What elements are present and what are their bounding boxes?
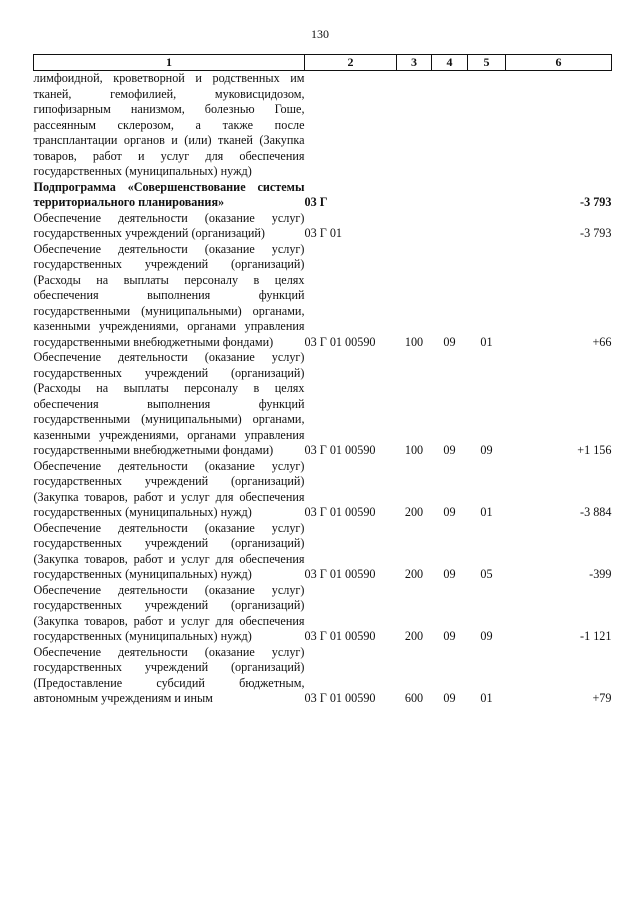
row-amount: -3 793: [580, 195, 612, 209]
table-row: [34, 583, 612, 645]
table-row: [34, 521, 612, 583]
row-col-3: [397, 211, 432, 242]
row-code: 03 Г 01: [304, 226, 343, 240]
row-col-4: [432, 211, 468, 242]
row-col-5: [468, 211, 506, 242]
header-col-6: 6: [506, 55, 612, 71]
row-code: 03 Г 01 00590: [304, 505, 376, 519]
row-col-4: [432, 71, 468, 180]
row-col-4: 09: [443, 567, 456, 581]
table-row: [34, 459, 612, 521]
page-number: 130: [311, 27, 329, 41]
row-code: 03 Г 01 00590: [304, 629, 376, 643]
row-description: Обеспечение деятельности (оказание услуг) государственных учреждений (организаций) (Закупка товаров, работ и услуг для обеспечения государственных (муниципальных) нужд): [33, 582, 305, 643]
row-col-5: [468, 71, 506, 180]
table-row: [34, 350, 612, 459]
row-col-5: 01: [480, 505, 493, 519]
header-col-3: 3: [397, 55, 432, 71]
row-description: лимфоидной, кроветворной и родственных им тканей, гемофилией, муковисцидозом, гипофизарным нанизмом, болезнью Гоше, рассеянным склерозом, а также после трансплантации органов и (или) тканей (Закупка товаров, работ и услуг для обеспечения государственных (муниципальных) нужд): [33, 71, 305, 178]
table-row: [34, 242, 612, 351]
table-row: [34, 211, 612, 242]
row-description: Обеспечение деятельности (оказание услуг) государственных учреждений (организаций) (Предоставление субсидий бюджетным, автономным учреждениям и иным: [33, 644, 305, 705]
row-col-5: 01: [480, 334, 493, 349]
row-amount: -1 121: [580, 629, 612, 643]
row-col-4: 09: [443, 334, 456, 349]
row-code: 03 Г 01 00590: [304, 691, 376, 705]
row-col-3: 100: [404, 443, 424, 457]
row-col-3: 100: [404, 334, 424, 349]
table-row: [34, 71, 612, 180]
row-amount: +66: [592, 334, 612, 349]
row-amount: -399: [589, 567, 612, 581]
row-col-4: [432, 180, 468, 211]
row-col-3: 200: [404, 629, 424, 643]
row-col-4: 09: [443, 691, 456, 705]
row-amount: +79: [592, 691, 612, 705]
row-col-5: 09: [480, 443, 493, 457]
row-col-5: 05: [480, 567, 493, 581]
row-description: Обеспечение деятельности (оказание услуг) государственных учреждений (организаций) (Закупка товаров, работ и услуг для обеспечения государственных (муниципальных) нужд): [33, 458, 305, 519]
row-description: Обеспечение деятельности (оказание услуг) государственных учреждений (организаций) (Расходы на выплаты персоналу в целях обеспечения выполнения функций государственными (муниципальными) органами, казенными учреждениями, органами управления государственными внебюджетными фондами): [33, 350, 305, 457]
table-row: [34, 645, 612, 707]
row-col-3: 200: [404, 567, 424, 581]
row-col-3: 200: [404, 505, 424, 519]
row-description: Обеспечение деятельности (оказание услуг) государственных учреждений (организаций) (Закупка товаров, работ и услуг для обеспечения государственных (муниципальных) нужд): [33, 520, 305, 581]
header-col-4: 4: [432, 55, 468, 71]
row-col-5: [468, 180, 506, 211]
row-col-4: 09: [443, 443, 456, 457]
table-body: [34, 71, 612, 707]
row-amount: +1 156: [577, 443, 612, 457]
row-col-3: [397, 180, 432, 211]
row-amount: -3 884: [580, 505, 612, 519]
budget-table: [33, 54, 612, 707]
table-header-row: [34, 55, 612, 71]
row-description: Обеспечение деятельности (оказание услуг) государственных учреждений (организаций) (Расходы на выплаты персоналу в целях обеспечения выполнения функций государственными (муниципальными) органами, казенными учреждениями, органами управления государственными внебюджетными фондами): [33, 241, 305, 349]
row-col-3: [397, 71, 432, 180]
row-col-3: 600: [404, 691, 424, 705]
row-col-4: 09: [443, 505, 456, 519]
row-code: 03 Г: [304, 195, 328, 209]
row-amount: [506, 71, 612, 180]
row-col-4: 09: [443, 629, 456, 643]
row-description: Подпрограмма «Совершенствование системы территориального планирования»: [33, 179, 305, 209]
row-description: Обеспечение деятельности (оказание услуг) государственных учреждений (организаций): [33, 210, 305, 240]
header-col-5: 5: [468, 55, 506, 71]
row-code: 03 Г 01 00590: [304, 334, 376, 349]
row-amount: -3 793: [580, 226, 612, 240]
header-col-2: 2: [305, 55, 397, 71]
row-col-5: 09: [480, 629, 493, 643]
row-code: 03 Г 01 00590: [304, 567, 376, 581]
row-code: 03 Г 01 00590: [304, 443, 376, 457]
row-code: [305, 71, 397, 180]
header-col-1: 1: [34, 55, 305, 71]
row-col-5: 01: [480, 691, 493, 705]
table-row: [34, 180, 612, 211]
